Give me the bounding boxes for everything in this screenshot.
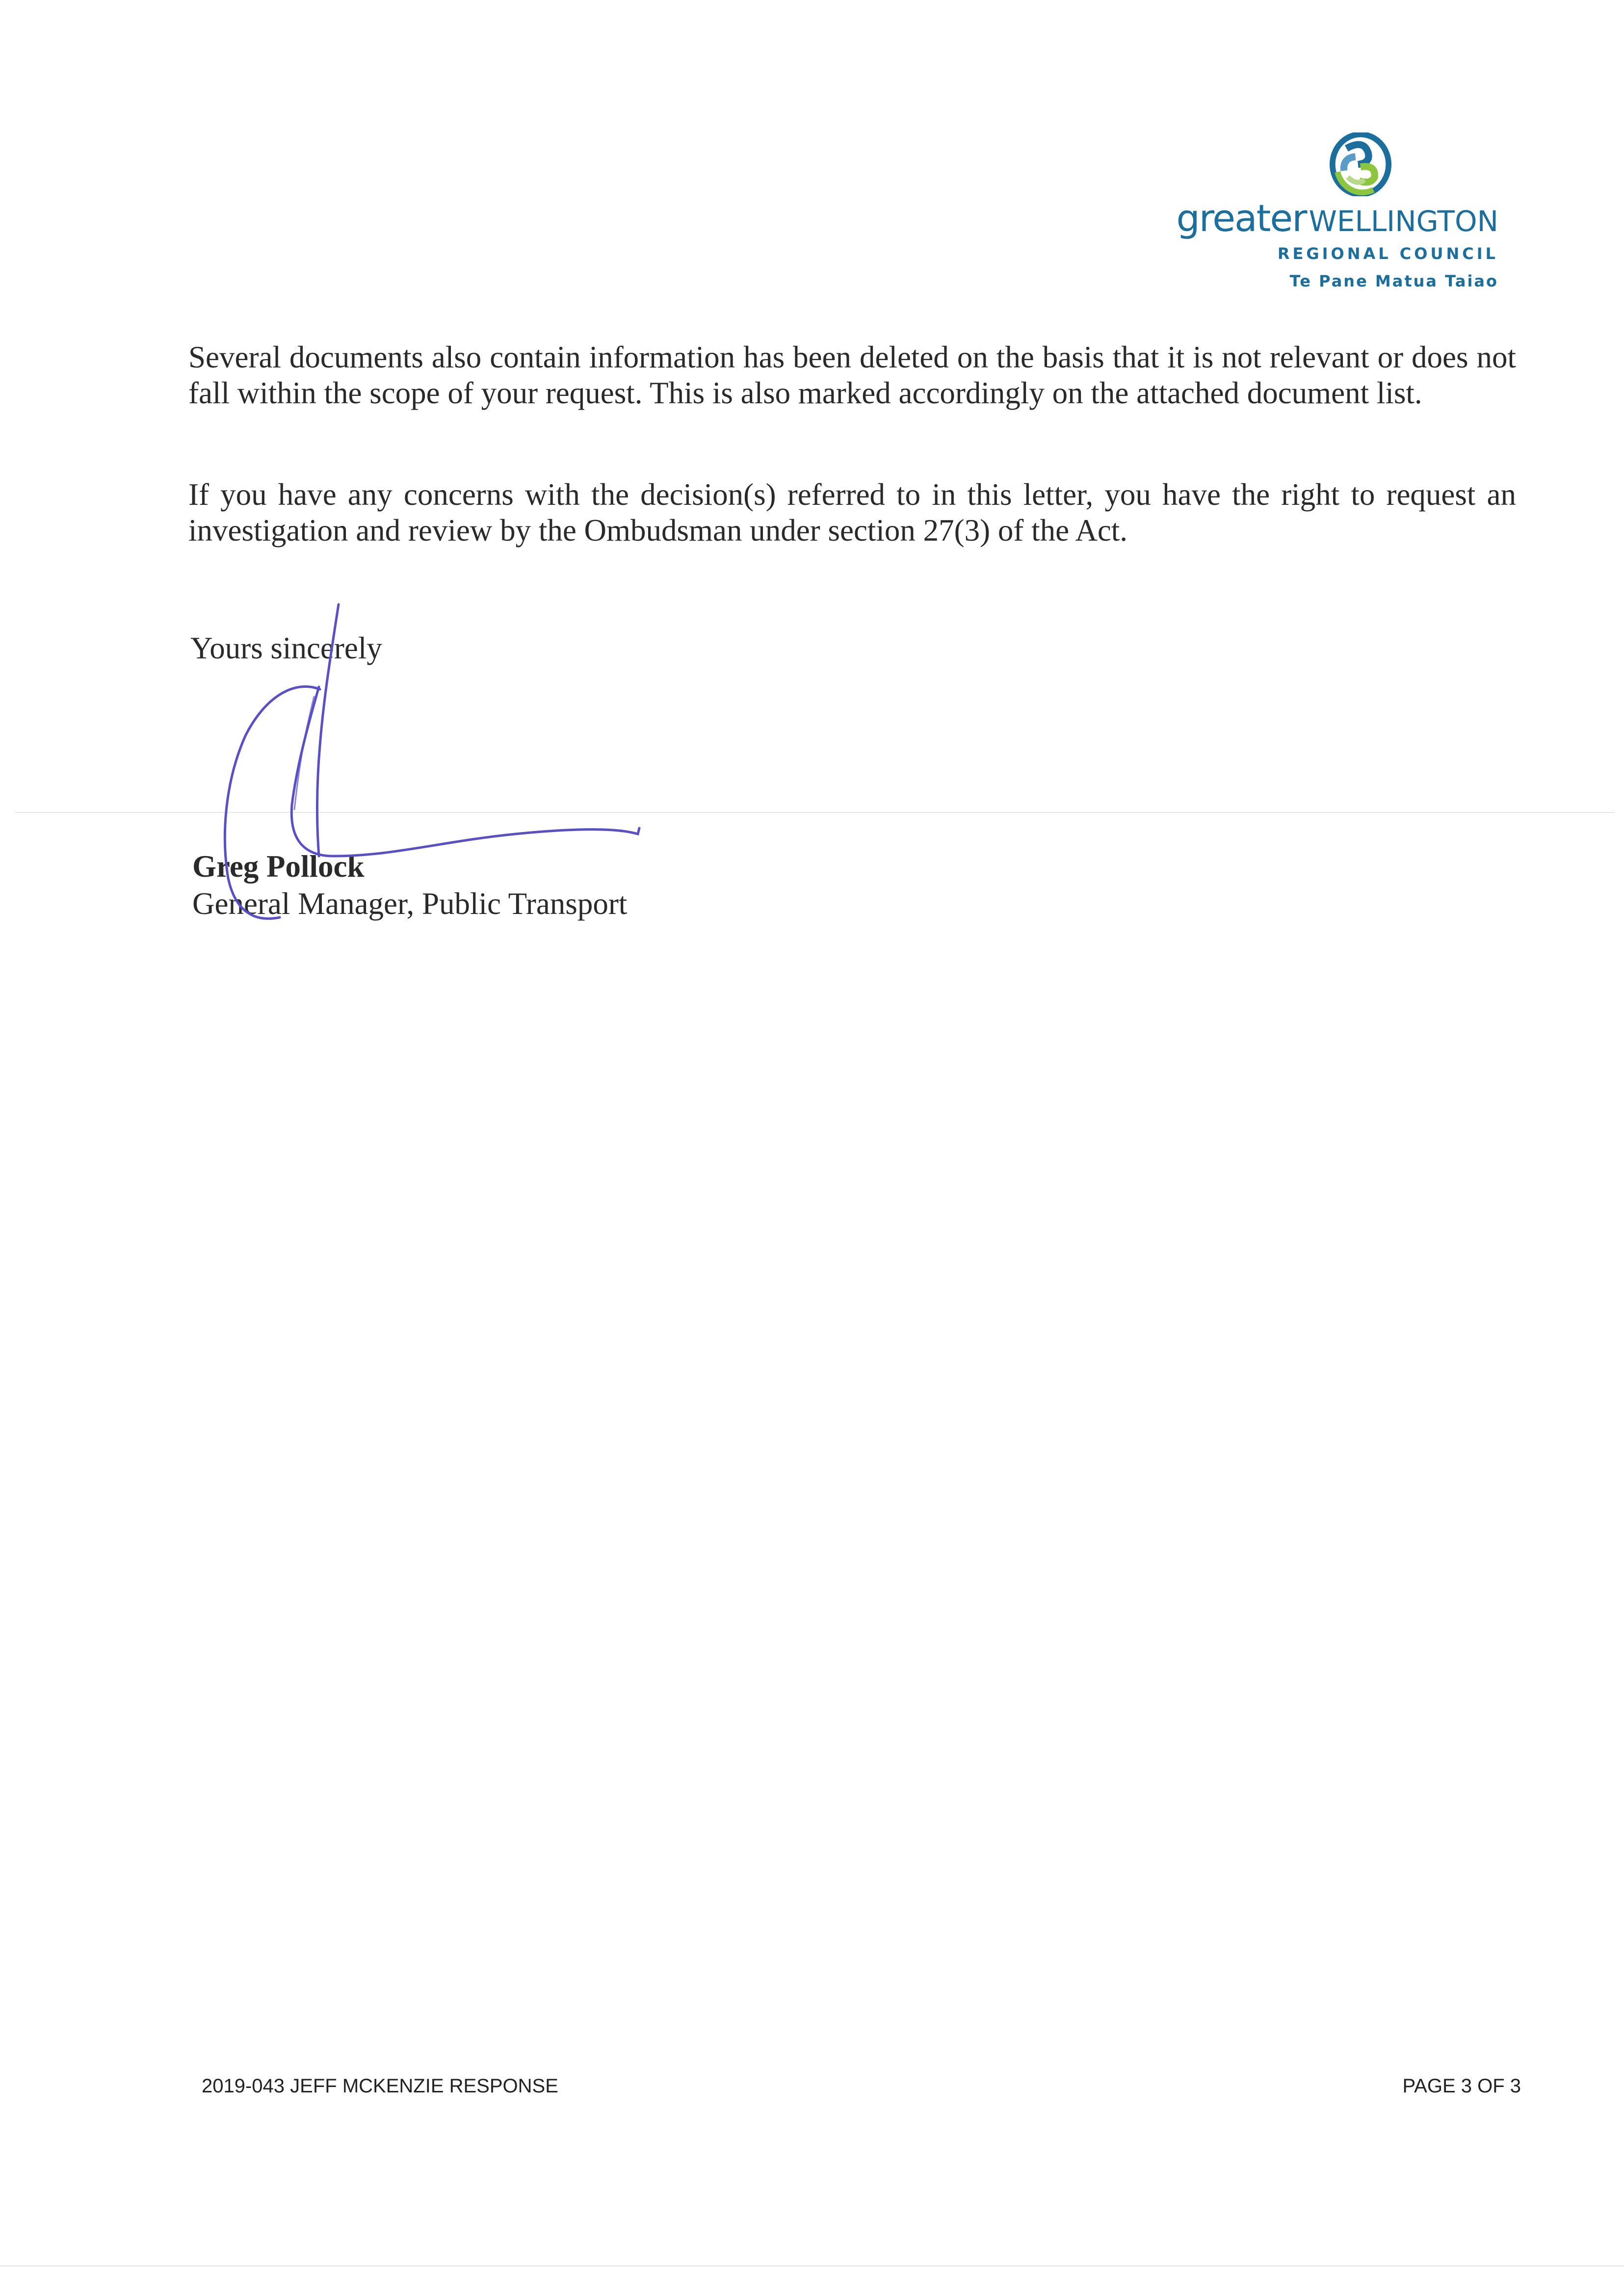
paragraph-deleted-info: Several documents also contain information has been deleted on the basis that it is not relevant or does not fall within the scope of your request. This is also marked accordingly on the attached document list. (188, 340, 1516, 410)
paragraph-ombudsman: If you have any concerns with the decision(s) referred to in this letter, you have the right to request an investigation and review by the Ombudsman under section 27(3) of the Act. (188, 477, 1516, 548)
scan-artifact-line (15, 812, 1614, 813)
gwrc-logo (1145, 128, 1498, 304)
logo-greater: greater (1176, 196, 1307, 240)
footer-reference: 2019-043 JEFF MCKENZIE RESPONSE (202, 2075, 558, 2097)
signatory-name: Greg Pollock (192, 849, 365, 884)
footer-page-number: PAGE 3 OF 3 (1402, 2075, 1521, 2097)
closing-salutation: Yours sincerely (190, 631, 382, 665)
logo-maori-name: Te Pane Matua Taiao (1289, 272, 1498, 290)
logo-wordmark (1176, 196, 1498, 240)
signatory-title: General Manager, Public Transport (192, 887, 628, 921)
swirl-logo-icon (1329, 132, 1392, 196)
scan-bottom-edge (0, 2265, 1624, 2267)
logo-regional-council: REGIONAL COUNCIL (1277, 244, 1498, 263)
logo-wellington: WELLINGTON (1309, 205, 1498, 238)
